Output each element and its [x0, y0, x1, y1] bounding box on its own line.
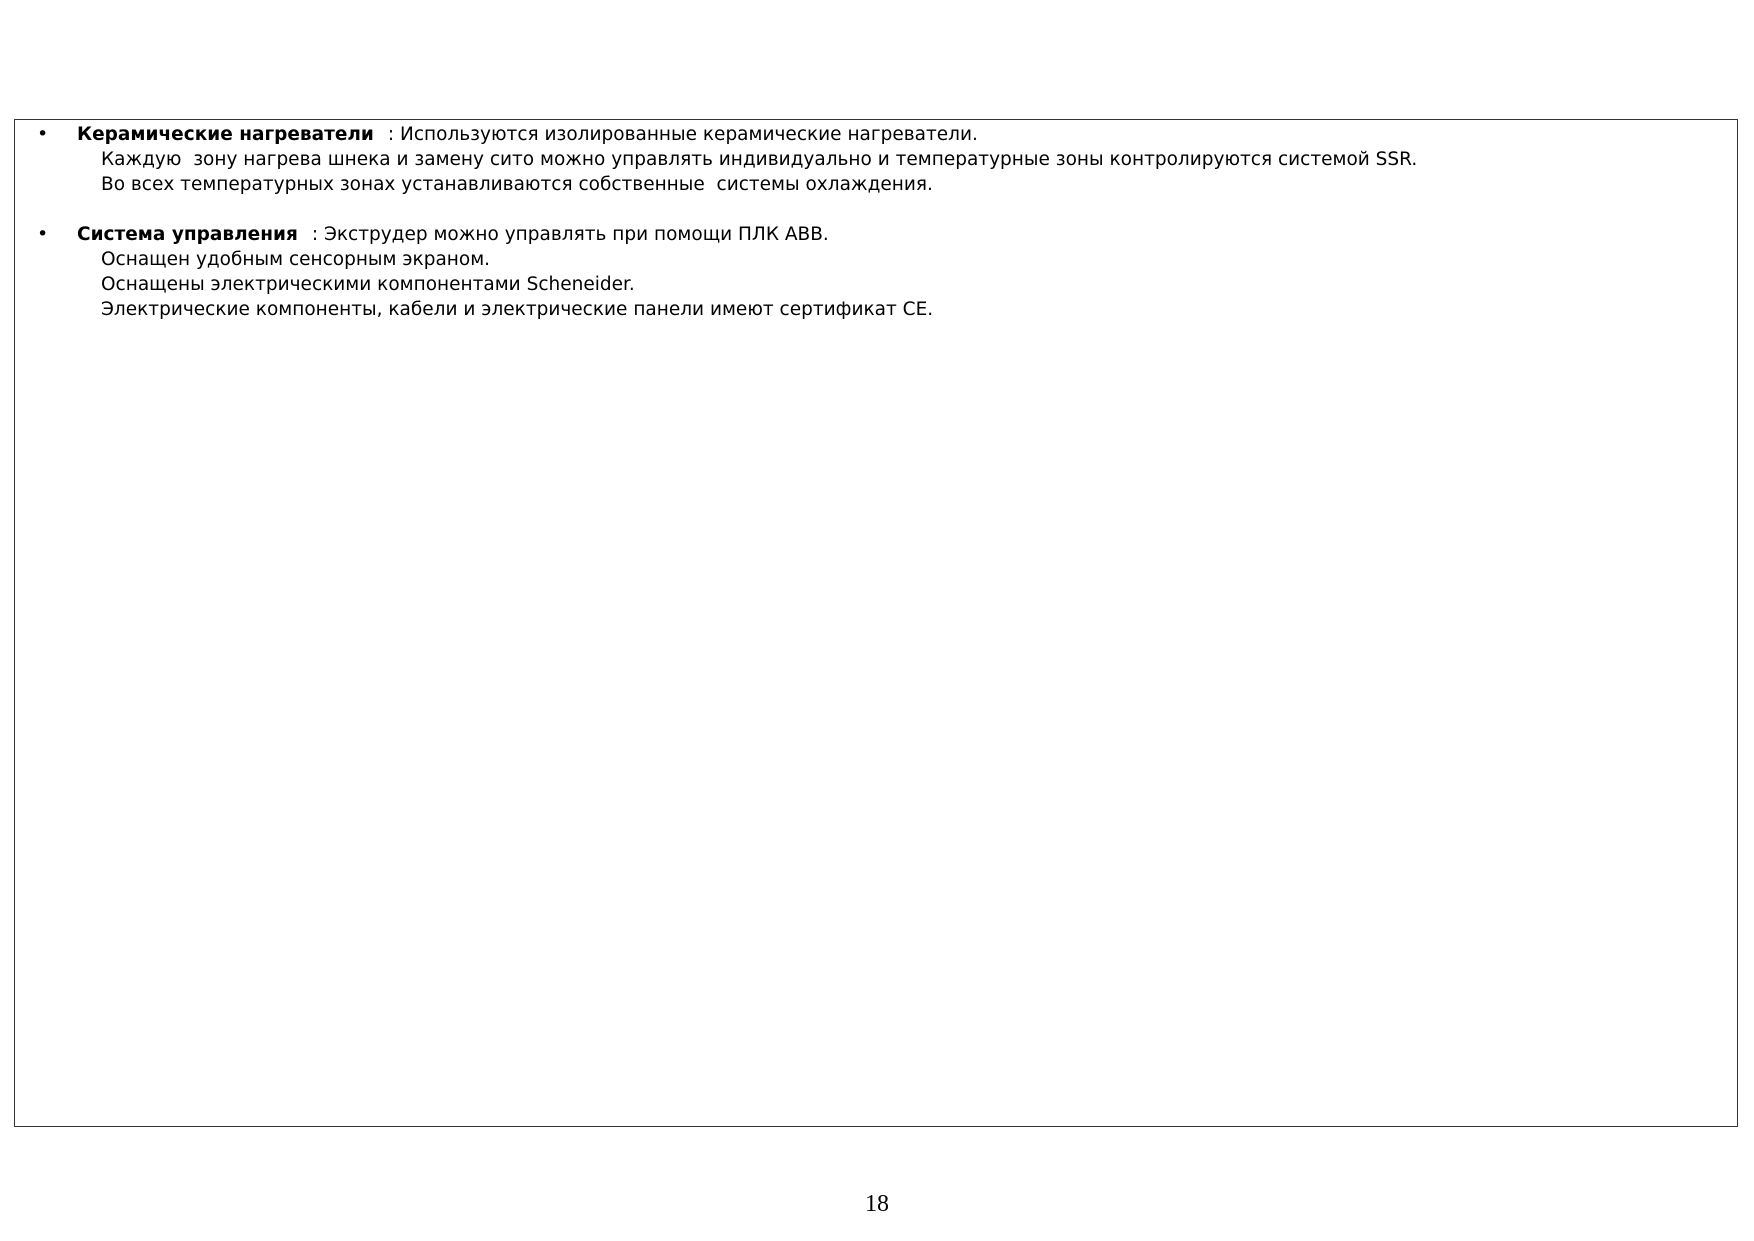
content-frame: [14, 119, 1738, 1127]
bullet-continuation-line: Оснащены электрическими компонентами Scheneider.: [101, 274, 635, 295]
bullet-intro-text: Экструдер можно управлять при помощи ПЛК ABB.: [323, 224, 829, 245]
bullet-continuation-line: Во всех температурных зонах устанавливаются собственные системы охлаждения.: [101, 174, 933, 195]
bullet-continuation-line: Электрические компоненты, кабели и электрические панели имеют сертификат CE.: [101, 299, 934, 320]
bullet-term: Система управления: [77, 224, 298, 245]
bullet-continuation-line: Каждую зону нагрева шнека и замену сито можно управлять индивидуально и температурные зоны контролируются системой SSR.: [101, 149, 1418, 170]
page-number: 18: [865, 1191, 889, 1217]
bullet-icon: •: [37, 223, 49, 245]
bullet-continuation-line: Оснащен удобным сенсорным экраном.: [101, 249, 491, 270]
bullet-term: Керамические нагреватели: [77, 124, 374, 145]
bullet-icon: •: [37, 123, 49, 145]
bullet-intro-text: Используются изолированные керамические нагреватели.: [400, 124, 978, 145]
bullet-first-line: [77, 222, 829, 247]
bullet-first-line: [77, 122, 978, 147]
bullet-separator: :: [311, 224, 319, 245]
bullet-separator: :: [387, 124, 395, 145]
